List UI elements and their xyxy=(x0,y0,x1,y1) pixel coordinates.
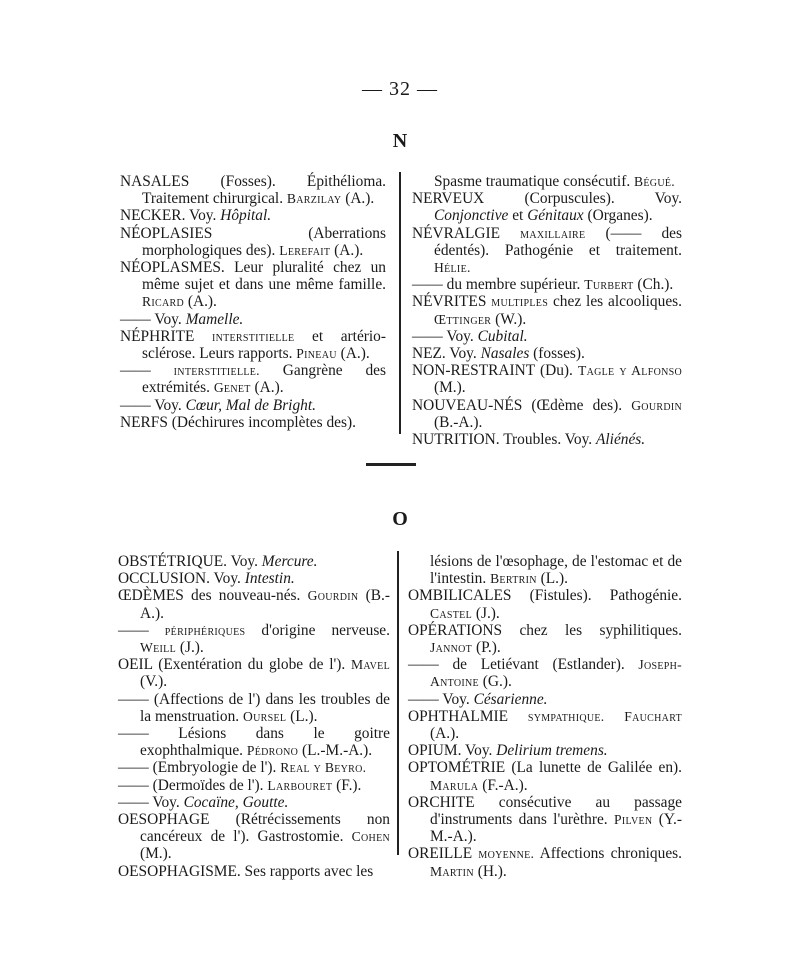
index-entry xyxy=(408,845,682,879)
entry-text: NÉVRALGIE xyxy=(412,224,521,242)
entry-text: NÉPHRITE xyxy=(120,327,212,345)
index-entry xyxy=(120,225,386,259)
author-name: Barzilay xyxy=(286,191,342,207)
entry-text: OESOPHAGE (Rétrécissements non cancéreux de l'). Gastrostomie. xyxy=(118,811,390,846)
entry-text: (A.). xyxy=(330,241,364,259)
index-entry xyxy=(412,397,682,431)
column-divider-o xyxy=(397,551,399,855)
entry-text: (Ch.). xyxy=(633,276,674,294)
entry-text: (A.). xyxy=(341,190,375,208)
section-separator-rule xyxy=(366,463,416,466)
cross-reference: Mamelle. xyxy=(185,310,244,328)
author-name: Larbouret xyxy=(267,777,333,793)
entry-text: (W.). xyxy=(491,310,527,328)
entry-text: (B.-A.). xyxy=(140,587,390,622)
entry-text: NECKER. Voy. xyxy=(120,207,221,225)
section-n-left-column xyxy=(120,173,386,431)
section-o-right-column xyxy=(408,553,682,880)
entry-text: NERVEUX (Corpuscules). Voy. xyxy=(412,190,682,208)
index-entry xyxy=(408,691,682,708)
author-name: Jannot xyxy=(430,640,473,656)
index-entry xyxy=(118,656,390,690)
entry-text: —— Voy. xyxy=(120,310,186,328)
index-entry xyxy=(412,293,682,327)
entry-text: NÉOPLASIES (Aberrations morphologiques des). xyxy=(120,224,386,259)
index-entry xyxy=(120,173,386,207)
cross-reference: Intestin. xyxy=(244,570,295,588)
author-name: moyenne. xyxy=(478,846,535,862)
index-entry xyxy=(118,759,390,776)
cross-reference: Nasales xyxy=(480,345,530,363)
index-entry xyxy=(412,276,682,293)
index-entry xyxy=(120,362,386,396)
author-name: Pineau xyxy=(296,346,337,362)
author-name: Fauchart xyxy=(624,708,682,724)
entry-text: OPHTHALMIE xyxy=(408,707,528,725)
entry-text: (P.). xyxy=(472,639,501,657)
cross-reference: Aliénés. xyxy=(596,431,646,449)
entry-text: (H.). xyxy=(473,862,507,880)
cross-reference: Cœur, Mal de Bright. xyxy=(185,396,316,414)
entry-text: NON-RESTRAINT (Du). xyxy=(412,362,578,380)
author-name: Pilven xyxy=(613,812,653,828)
entry-text: (L.-M.-A.). xyxy=(298,742,373,760)
entry-text: NASALES (Fosses). Épithélioma. Traitement chirurgical. xyxy=(120,173,386,208)
entry-text: NÉOPLASMES. Leur pluralité chez un même sujet et dans une même famille. xyxy=(120,259,386,294)
index-entry xyxy=(412,431,682,448)
entry-text: (V.). xyxy=(140,673,168,691)
index-entry xyxy=(412,345,682,362)
cross-reference: Mercure. xyxy=(261,553,318,570)
entry-text: et xyxy=(508,207,528,225)
author-name: Pédrono xyxy=(246,743,299,759)
cross-reference: Cocaïne, Goutte. xyxy=(183,793,289,811)
entry-text: —— Lésions dans le goitre exophthalmique. xyxy=(118,725,390,760)
entry-text: (L.). xyxy=(536,570,568,588)
entry-text: chez les alcooliques. xyxy=(548,293,682,311)
entry-text: OPÉRATIONS chez les syphilitiques. xyxy=(408,621,682,639)
index-entry xyxy=(118,811,390,863)
entry-text: —— (Embryologie de l'). xyxy=(118,759,281,777)
index-entry xyxy=(408,656,682,690)
entry-text: (A.). xyxy=(250,379,284,397)
page-number: — 32 — xyxy=(362,78,438,100)
author-name: périphériques xyxy=(164,622,246,638)
entry-text: (A.). xyxy=(336,345,370,363)
cross-reference: Génitaux xyxy=(527,207,584,225)
entry-text: (J.). xyxy=(176,639,204,657)
author-name: Bertrin xyxy=(490,571,537,587)
index-entry xyxy=(118,777,390,794)
author-name: Cohen xyxy=(351,829,390,845)
index-entry xyxy=(412,328,682,345)
entry-text: lésions de l'œsophage, de l'estomac et de l'intestin. xyxy=(430,553,682,588)
cross-reference: Cubital. xyxy=(477,327,528,345)
index-entry xyxy=(408,553,682,587)
author-name: Hélie. xyxy=(434,260,471,276)
column-divider-n xyxy=(399,172,401,434)
author-name: Turbert xyxy=(584,277,634,293)
index-entry xyxy=(120,328,386,362)
index-entry xyxy=(408,622,682,656)
author-name: Oursel xyxy=(243,708,287,724)
index-entry xyxy=(120,207,386,224)
entry-text: (M.). xyxy=(434,379,466,397)
index-entry xyxy=(408,587,682,621)
index-entry xyxy=(118,725,390,759)
cross-reference: Césarienne. xyxy=(473,690,548,708)
entry-text: ORCHITE consécutive au passage d'instruments dans l'urèthre. xyxy=(408,793,682,829)
author-name: interstitielle. xyxy=(173,363,260,379)
index-entry xyxy=(118,570,390,587)
entry-text: et artério-sclérose. Leurs rapports. xyxy=(142,327,386,363)
entry-text: OEIL (Exentération du globe de l'). xyxy=(118,656,352,674)
entry-text: —— de Letiévant (Estlander). xyxy=(408,656,639,674)
index-entry xyxy=(120,311,386,328)
author-name: Marula xyxy=(430,777,479,793)
entry-text: OESOPHAGISME. Ses rapports avec les xyxy=(118,862,374,880)
index-entry xyxy=(120,259,386,311)
author-name: Gourdin xyxy=(307,588,359,604)
entry-text: (A.). xyxy=(430,725,460,743)
entry-text: NERFS (Déchirures incomplètes des). xyxy=(120,413,356,431)
author-name: Ricard xyxy=(142,294,184,310)
cross-reference: Hôpital. xyxy=(220,207,272,225)
entry-text: (B.-A.). xyxy=(434,413,483,431)
entry-text: (Organes). xyxy=(583,207,653,225)
index-entry xyxy=(412,173,682,190)
author-name: Gourdin xyxy=(631,397,682,413)
author-name: Weill xyxy=(140,640,176,656)
author-name: maxillaire xyxy=(520,225,586,241)
entry-text: (M.). xyxy=(140,845,172,863)
author-name: sympathique. xyxy=(527,708,605,724)
author-name: Bégué. xyxy=(634,174,675,189)
entry-text: NUTRITION. Troubles. Voy. xyxy=(412,431,596,449)
entry-text: OBSTÉTRIQUE. Voy. xyxy=(118,553,262,570)
author-name: Real y Beyro. xyxy=(280,760,367,776)
entry-text: (G.). xyxy=(478,673,512,691)
entry-text: —— du membre supérieur. xyxy=(412,276,585,294)
cross-reference: Delirium tremens. xyxy=(496,742,608,760)
cross-reference: Conjonctive xyxy=(434,207,509,225)
entry-text: (J.). xyxy=(471,604,500,622)
entry-text: NOUVEAU-NÉS (Œdème des). xyxy=(412,396,632,414)
entry-text: —— xyxy=(118,621,165,639)
index-entry xyxy=(412,190,682,224)
author-name: Genet xyxy=(213,380,251,396)
entry-text: OPIUM. Voy. xyxy=(408,742,497,760)
entry-text: —— Voy. xyxy=(408,690,474,708)
entry-text: (Y.-M.-A.). xyxy=(430,811,682,846)
entry-text: OMBILICALES (Fistules). Pathogénie. xyxy=(408,587,682,605)
author-name: Lerefait xyxy=(279,242,331,258)
section-n-right-column xyxy=(412,173,682,448)
index-entry xyxy=(408,742,682,759)
index-entry xyxy=(118,622,390,656)
section-letter-n: N xyxy=(392,130,408,152)
index-entry xyxy=(412,225,682,277)
index-entry xyxy=(118,794,390,811)
entry-text: Affections chroniques. xyxy=(534,845,682,863)
entry-text: ŒDÈMES des nouveau-nés. xyxy=(118,587,308,605)
entry-text: —— Voy. xyxy=(118,793,184,811)
entry-text: (fosses). xyxy=(529,345,585,363)
author-name: Tagle y Alfonso xyxy=(578,363,682,379)
author-name: Œttinger xyxy=(434,311,492,327)
index-entry xyxy=(412,362,682,396)
index-entry xyxy=(118,587,390,621)
entry-text: (A.). xyxy=(183,293,217,311)
entry-text: NÉVRITES xyxy=(412,293,492,311)
index-entry xyxy=(120,414,386,431)
entry-text: OPTOMÉTRIE (La lunette de Galilée en). xyxy=(408,759,682,777)
entry-text: (F.). xyxy=(332,776,362,794)
entry-text: —— Voy. xyxy=(120,396,186,414)
entry-text: (—— des édentés). Pathogénie et traitement. xyxy=(434,224,682,259)
author-name: Mavel xyxy=(351,657,390,673)
entry-text: Gangrène des extrémités. xyxy=(142,362,386,397)
author-name: interstitielle xyxy=(211,328,295,344)
index-entry xyxy=(118,691,390,725)
entry-text: —— Voy. xyxy=(412,327,478,345)
index-entry xyxy=(118,553,390,570)
index-entry xyxy=(408,708,682,742)
author-name: Castel xyxy=(430,605,472,621)
author-name: multiples xyxy=(491,294,549,310)
entry-text: OCCLUSION. Voy. xyxy=(118,570,245,588)
entry-text: OREILLE xyxy=(408,845,479,863)
entry-text: —— (Dermoïdes de l'). xyxy=(118,776,268,794)
entry-text: (L.). xyxy=(286,707,318,725)
entry-text: —— xyxy=(120,362,174,380)
entry-text: d'origine nerveuse. xyxy=(245,621,390,639)
entry-text xyxy=(604,708,624,725)
index-entry xyxy=(120,397,386,414)
entry-text: (F.-A.). xyxy=(478,776,528,794)
index-entry xyxy=(408,794,682,846)
index-entry xyxy=(118,863,390,880)
entry-text: —— (Affections de l') dans les troubles de la menstruation. xyxy=(118,690,390,725)
author-name: Martin xyxy=(430,863,474,879)
section-letter-o: O xyxy=(392,508,408,530)
section-o-left-column xyxy=(118,553,390,880)
entry-text: Spasme traumatique consécutif. xyxy=(434,173,635,190)
author-name: Joseph-Antoine xyxy=(430,657,682,690)
entry-text: NEZ. Voy. xyxy=(412,345,481,363)
index-entry xyxy=(408,759,682,793)
